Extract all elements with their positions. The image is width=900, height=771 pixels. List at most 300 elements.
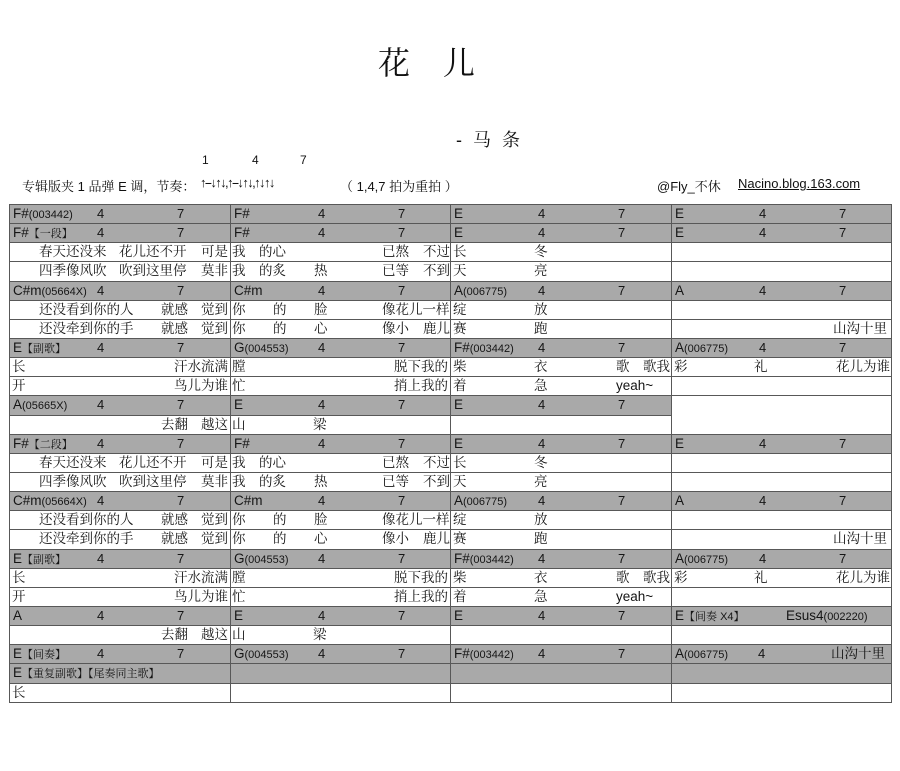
beat-marker	[97, 339, 104, 357]
lyric-text-label: 已熬	[382, 454, 409, 470]
beat-marker	[177, 396, 184, 414]
measure-cell	[10, 568, 231, 587]
beat-marker-label: 7	[839, 435, 847, 451]
chord-name	[675, 282, 684, 300]
beat-marker-label: 4	[97, 607, 105, 623]
beat-marker	[318, 224, 325, 242]
chord-fingering: (003442)	[469, 649, 514, 662]
chord-fingering: (006775)	[463, 285, 508, 298]
chord-name-label: F#	[234, 435, 250, 451]
beat-marker	[538, 607, 545, 625]
beat-marker-label: 4	[97, 646, 105, 662]
lyric-text	[453, 454, 467, 472]
chord-name-label: A	[454, 493, 464, 509]
lyric-text	[616, 358, 630, 376]
chord-name-label: G	[234, 550, 245, 566]
lyric-text	[453, 377, 467, 395]
beat-marker	[318, 607, 325, 625]
lyric-text	[836, 358, 890, 376]
lyric-text-label: 急	[534, 378, 548, 394]
lyric-text	[39, 530, 134, 548]
beat-marker	[318, 550, 325, 568]
lyric-text-label: 莫非	[201, 263, 228, 279]
beat-marker	[839, 339, 846, 357]
beat-marker	[398, 607, 405, 625]
lyric-text-label: 山沟十里	[833, 320, 887, 336]
lyric-text	[314, 301, 328, 319]
lyric-text	[39, 454, 107, 472]
lyric-text-label: 放	[534, 512, 548, 528]
beat-marker-label: 7	[839, 339, 847, 355]
lyric-text	[423, 530, 450, 548]
lyric-text	[201, 454, 228, 472]
measure-cell	[10, 300, 231, 319]
chord-name-label: F#	[13, 206, 29, 221]
measure-cell	[10, 472, 231, 491]
beat-marker-label: 7	[839, 225, 847, 241]
beat-marker-label: 4	[538, 607, 546, 623]
beat-marker	[759, 435, 766, 453]
lyric-text	[754, 358, 768, 376]
beat-marker	[318, 492, 325, 510]
chord-name	[13, 607, 22, 625]
measure-cell	[672, 338, 892, 357]
chord-name-label: A	[675, 339, 685, 355]
beat-marker-label: 4	[97, 397, 105, 413]
beat-marker-label: 4	[318, 225, 326, 241]
chord-row	[10, 549, 892, 568]
chord-name	[675, 492, 684, 510]
beat-marker	[618, 435, 625, 453]
lyric-text-label: 觉到	[201, 301, 228, 317]
lyric-text-label: 就感	[161, 512, 188, 528]
lyric-text	[314, 511, 328, 529]
measure-cell	[672, 281, 892, 300]
measure-cell	[451, 549, 672, 568]
beat-marker	[538, 645, 545, 663]
chord-name	[675, 435, 684, 453]
measure-cell	[672, 319, 892, 338]
lyric-row	[10, 472, 892, 491]
beat-marker-label: 4	[97, 225, 105, 241]
measure-cell	[231, 530, 451, 549]
chord-name-label: E	[454, 435, 464, 451]
measure-cell	[451, 530, 672, 549]
lyric-text	[12, 358, 26, 376]
measure-cell	[10, 415, 231, 434]
lyric-text-label: 冬	[534, 244, 548, 260]
chord-chart-table	[9, 204, 892, 703]
measure-cell	[451, 300, 672, 319]
measure-cell	[672, 300, 892, 319]
chord-name	[454, 205, 463, 223]
lyric-text	[423, 454, 450, 472]
chord-name-label: F#	[13, 435, 29, 451]
measure-cell	[451, 243, 672, 262]
lyric-text-label: 像小	[382, 320, 409, 336]
beat-marker-label: 7	[618, 435, 626, 451]
chord-name-label: C#m	[13, 282, 42, 298]
lyric-text	[616, 588, 653, 606]
accent-note: （ 1,4,7 拍为重拍 ）	[340, 179, 458, 194]
beat-marker-label: 7	[618, 550, 626, 566]
beat-marker	[398, 492, 405, 510]
lyric-text-label: 天	[453, 473, 467, 489]
measure-cell	[451, 415, 672, 434]
chord-name	[454, 224, 463, 242]
song-artist: - 马 条	[456, 130, 520, 150]
chord-name-label: A	[13, 607, 23, 623]
lyric-text	[39, 473, 107, 491]
chord-name-label: F#	[234, 225, 250, 241]
chord-name	[675, 645, 728, 664]
measure-cell	[10, 281, 231, 300]
lyric-text	[273, 301, 287, 319]
lyric-text	[12, 588, 26, 606]
lyric-text	[273, 511, 287, 529]
measure-cell	[231, 281, 451, 300]
chord-fingering: (006775)	[684, 649, 729, 662]
credit-author: @Fly_不休	[657, 179, 721, 194]
chord-name-label: A	[675, 550, 685, 566]
lyric-text-label: 的炙	[259, 263, 286, 279]
lyric-text	[39, 511, 134, 529]
chord-name-label: C#m	[234, 493, 263, 509]
lyric-row	[10, 262, 892, 281]
lyric-text	[174, 588, 228, 606]
beat-marker	[97, 645, 104, 663]
beat-marker	[177, 550, 184, 568]
lyric-text	[39, 320, 134, 338]
lyric-text	[831, 645, 885, 663]
lyric-text	[833, 530, 887, 548]
measure-cell	[451, 492, 672, 511]
measure-cell	[10, 262, 231, 281]
lyric-text-label: 放	[534, 301, 548, 317]
lyric-text-label: 脸	[314, 301, 328, 317]
beat-marker	[398, 339, 405, 357]
lyric-text	[423, 320, 450, 338]
beat-marker-label: 4	[97, 206, 105, 221]
lyric-text	[382, 530, 409, 548]
lyric-text-label: 四季像风吹	[39, 473, 107, 489]
lyric-text-label: 心	[314, 320, 328, 336]
measure-cell	[451, 396, 672, 415]
chord-name-label: E	[675, 607, 685, 623]
measure-cell	[672, 358, 892, 377]
lyric-text	[12, 377, 26, 395]
chord-name	[13, 550, 66, 569]
lyric-text	[39, 243, 107, 261]
beat-marker	[398, 224, 405, 242]
chord-name	[675, 205, 684, 223]
beat-marker-label: 4	[538, 206, 546, 221]
lyric-text-label: 急	[534, 588, 548, 604]
lyric-text	[453, 262, 467, 280]
beat-marker-label: 4	[318, 435, 326, 451]
measure-cell	[672, 530, 892, 549]
beat-marker	[618, 339, 625, 357]
lyric-text	[314, 473, 328, 491]
strum-pattern-arrows-icon: ↑--↓↑↓,↑--↓↑↓,↑↓↑↓	[200, 175, 274, 190]
beat-marker	[398, 205, 405, 223]
lyric-text-label: 彩	[674, 569, 688, 585]
beat-marker-label: 7	[398, 646, 406, 662]
lyric-text	[232, 588, 246, 606]
lyric-text-label: 越这	[201, 416, 228, 432]
beat-marker	[177, 645, 184, 663]
lyric-text	[161, 320, 188, 338]
lyric-text-label: 山	[232, 416, 246, 432]
measure-cell	[231, 358, 451, 377]
measure-cell	[10, 319, 231, 338]
lyric-text	[174, 358, 228, 376]
measure-cell	[10, 338, 231, 357]
beat-marker	[177, 282, 184, 300]
beat-marker	[318, 205, 325, 223]
beat-marker	[398, 396, 405, 414]
lyric-text-label: 你	[232, 512, 246, 528]
beat-marker-label: 4	[318, 282, 326, 298]
lyric-row	[10, 511, 892, 530]
beat-marker	[177, 435, 184, 453]
chord-name	[13, 396, 67, 415]
beat-marker-label: 7	[398, 225, 406, 241]
beat-marker	[538, 492, 545, 510]
beat-marker	[177, 224, 184, 242]
lyric-text	[453, 473, 467, 491]
measure-cell	[231, 396, 451, 415]
chord-name	[454, 339, 514, 358]
lyric-text	[161, 301, 188, 319]
beat-marker	[618, 205, 625, 223]
beat-marker-label: 7	[177, 339, 185, 355]
lyric-text-label: 四季像风吹	[39, 263, 107, 279]
beat-marker	[318, 282, 325, 300]
lyric-text-label: 的	[273, 301, 287, 317]
lyric-text-label: 觉到	[201, 320, 228, 336]
measure-cell	[231, 377, 451, 396]
lyric-text-label: 我	[232, 454, 246, 470]
lyric-text-label: 长	[453, 454, 467, 470]
beat-marker-label: 7	[618, 493, 626, 509]
lyric-text-label: 着	[453, 378, 467, 394]
lyric-text-label: 膛	[232, 359, 246, 375]
beat-marker-label: 4	[538, 493, 546, 509]
lyric-text	[382, 511, 450, 529]
lyric-text	[119, 454, 187, 472]
beat-marker	[177, 492, 184, 510]
chord-fingering: (05664X)	[41, 496, 87, 509]
chord-name-label: C#m	[13, 493, 42, 509]
beat-marker-label: 7	[618, 607, 626, 623]
lyric-text-label: 像花儿一样	[382, 512, 450, 528]
beat-marker	[318, 435, 325, 453]
lyric-text	[232, 243, 246, 261]
blog-link[interactable]: Nacino.blog.163.com	[738, 176, 861, 191]
lyric-text-label: 礼	[754, 359, 768, 375]
lyric-text	[382, 320, 409, 338]
beat-marker-label: 4	[759, 206, 767, 221]
chord-name-label: E	[13, 665, 23, 681]
measure-cell	[672, 664, 892, 683]
lyric-text	[394, 377, 448, 395]
beat-marker	[759, 550, 766, 568]
beat-marker	[758, 645, 765, 663]
lyric-text-label: 就感	[161, 301, 188, 317]
beat-marker	[618, 396, 625, 414]
lyric-text	[534, 473, 548, 491]
lyric-text-label: 莫非	[201, 473, 228, 489]
lyric-text	[201, 301, 228, 319]
measure-cell	[10, 434, 231, 453]
beat-marker-label: 7	[177, 646, 185, 662]
measure-cell	[451, 224, 672, 243]
measure-cell	[231, 205, 451, 224]
lyric-row	[10, 377, 892, 396]
beat-marker	[538, 396, 545, 414]
lyric-text	[39, 262, 107, 280]
chord-name	[454, 645, 514, 664]
lyric-row	[10, 568, 892, 587]
lyric-text-label: 冬	[534, 454, 548, 470]
lyric-text	[833, 320, 887, 338]
chord-name-label: E	[675, 435, 685, 451]
chord-fingering: (05664X)	[41, 285, 87, 298]
beat-marker	[538, 282, 545, 300]
chord-row	[10, 338, 892, 357]
measure-cell	[451, 626, 672, 645]
beat-marker	[97, 396, 104, 414]
measure-cell	[672, 606, 892, 625]
beat-marker-label: 4	[759, 225, 767, 241]
measure-cell	[231, 262, 451, 281]
lyric-text	[534, 358, 548, 376]
beat-marker	[177, 607, 184, 625]
beat-marker-1: 1	[202, 153, 209, 167]
lyric-text	[313, 416, 327, 434]
lyric-text-label: 吹到这里停	[119, 473, 187, 489]
lyric-text-label: 觉到	[201, 512, 228, 528]
beat-marker	[759, 205, 766, 223]
lyric-text-label: 长	[12, 359, 26, 375]
beat-marker-label: 4	[759, 550, 767, 566]
lyric-text-label: 山	[232, 627, 246, 643]
lyric-text-label: 山沟十里	[831, 646, 885, 662]
beat-marker	[97, 435, 104, 453]
lyric-text-label: 鸟儿为谁	[174, 378, 228, 394]
chord-name-label: F#	[13, 225, 29, 241]
lyric-text-label: yeah~	[616, 588, 654, 604]
beat-marker	[538, 550, 545, 568]
lyric-text-label: 你	[232, 301, 246, 317]
lyric-row	[10, 319, 892, 338]
lyric-text	[453, 588, 467, 606]
chord-row	[10, 281, 892, 300]
beat-marker-label: 4	[538, 397, 546, 413]
measure-cell	[231, 645, 451, 664]
beat-marker-label: 4	[538, 646, 546, 662]
chord-name	[234, 607, 243, 625]
lyric-text-label: 还没牵到你的手	[39, 320, 134, 336]
chord-name	[234, 550, 289, 569]
measure-cell	[451, 511, 672, 530]
beat-marker-label: 4	[759, 339, 767, 355]
lyric-text-label: 的	[273, 320, 287, 336]
lyric-text	[534, 262, 548, 280]
beat-marker-label: 7	[398, 206, 406, 221]
lyric-text	[39, 301, 134, 319]
beat-marker-label: 4	[318, 550, 326, 566]
lyric-text-label: 你	[232, 531, 246, 547]
lyric-row	[10, 530, 892, 549]
lyric-text	[453, 301, 467, 319]
chord-row	[10, 224, 892, 243]
chord-name-label: E	[454, 206, 464, 221]
measure-cell	[451, 645, 672, 664]
lyric-text-label: 的心	[259, 454, 286, 470]
beat-marker-label: 7	[618, 397, 626, 413]
lyric-text	[201, 320, 228, 338]
measure-cell	[231, 511, 451, 530]
chord-fingering: (002220)	[823, 610, 868, 623]
beat-marker-label: 4	[318, 206, 326, 221]
lyric-text-label: 开	[12, 588, 26, 604]
chord-name	[454, 435, 463, 453]
beat-marker	[318, 396, 325, 414]
lyric-text	[453, 569, 467, 587]
chord-name-label: E	[454, 607, 464, 623]
lyric-text-label: 去翻	[161, 416, 188, 432]
lyric-text-label: 花儿还不开	[119, 454, 187, 470]
beat-marker-label: 4	[97, 435, 105, 451]
lyric-text-label: 越这	[201, 627, 228, 643]
measure-cell	[451, 434, 672, 453]
chord-name	[454, 607, 463, 625]
lyric-text	[754, 569, 768, 587]
measure-cell	[10, 645, 231, 664]
lyric-text-label: 我	[232, 473, 246, 489]
chord-row	[10, 606, 892, 625]
lyric-text-label: 去翻	[161, 627, 188, 643]
lyric-text-label: 花儿还不开	[119, 244, 187, 260]
beat-marker-label: 7	[398, 282, 406, 298]
lyric-text-label: 长	[12, 684, 26, 700]
lyric-text-label: 吹到这里停	[119, 263, 187, 279]
chord-name-label: A	[13, 397, 23, 413]
lyric-text-label: 天	[453, 263, 467, 279]
beat-marker-label: 7	[839, 493, 847, 509]
measure-cell	[451, 587, 672, 606]
section-label: 【一段】	[28, 228, 73, 241]
lyric-text	[314, 320, 328, 338]
lyric-row	[10, 626, 892, 645]
chord-name-label: A	[675, 646, 685, 662]
lyric-text-label: 梁	[313, 627, 327, 643]
lyric-text	[273, 320, 287, 338]
measure-cell	[231, 434, 451, 453]
measure-cell	[231, 338, 451, 357]
measure-cell	[10, 358, 231, 377]
beat-marker-label: 7	[618, 282, 626, 298]
chord-name-label: E	[234, 397, 244, 413]
measure-cell	[672, 377, 892, 396]
measure-cell	[672, 645, 892, 664]
measure-cell	[451, 568, 672, 587]
lyric-text	[119, 243, 187, 261]
beat-marker-label: 7	[398, 550, 406, 566]
measure-cell	[231, 243, 451, 262]
